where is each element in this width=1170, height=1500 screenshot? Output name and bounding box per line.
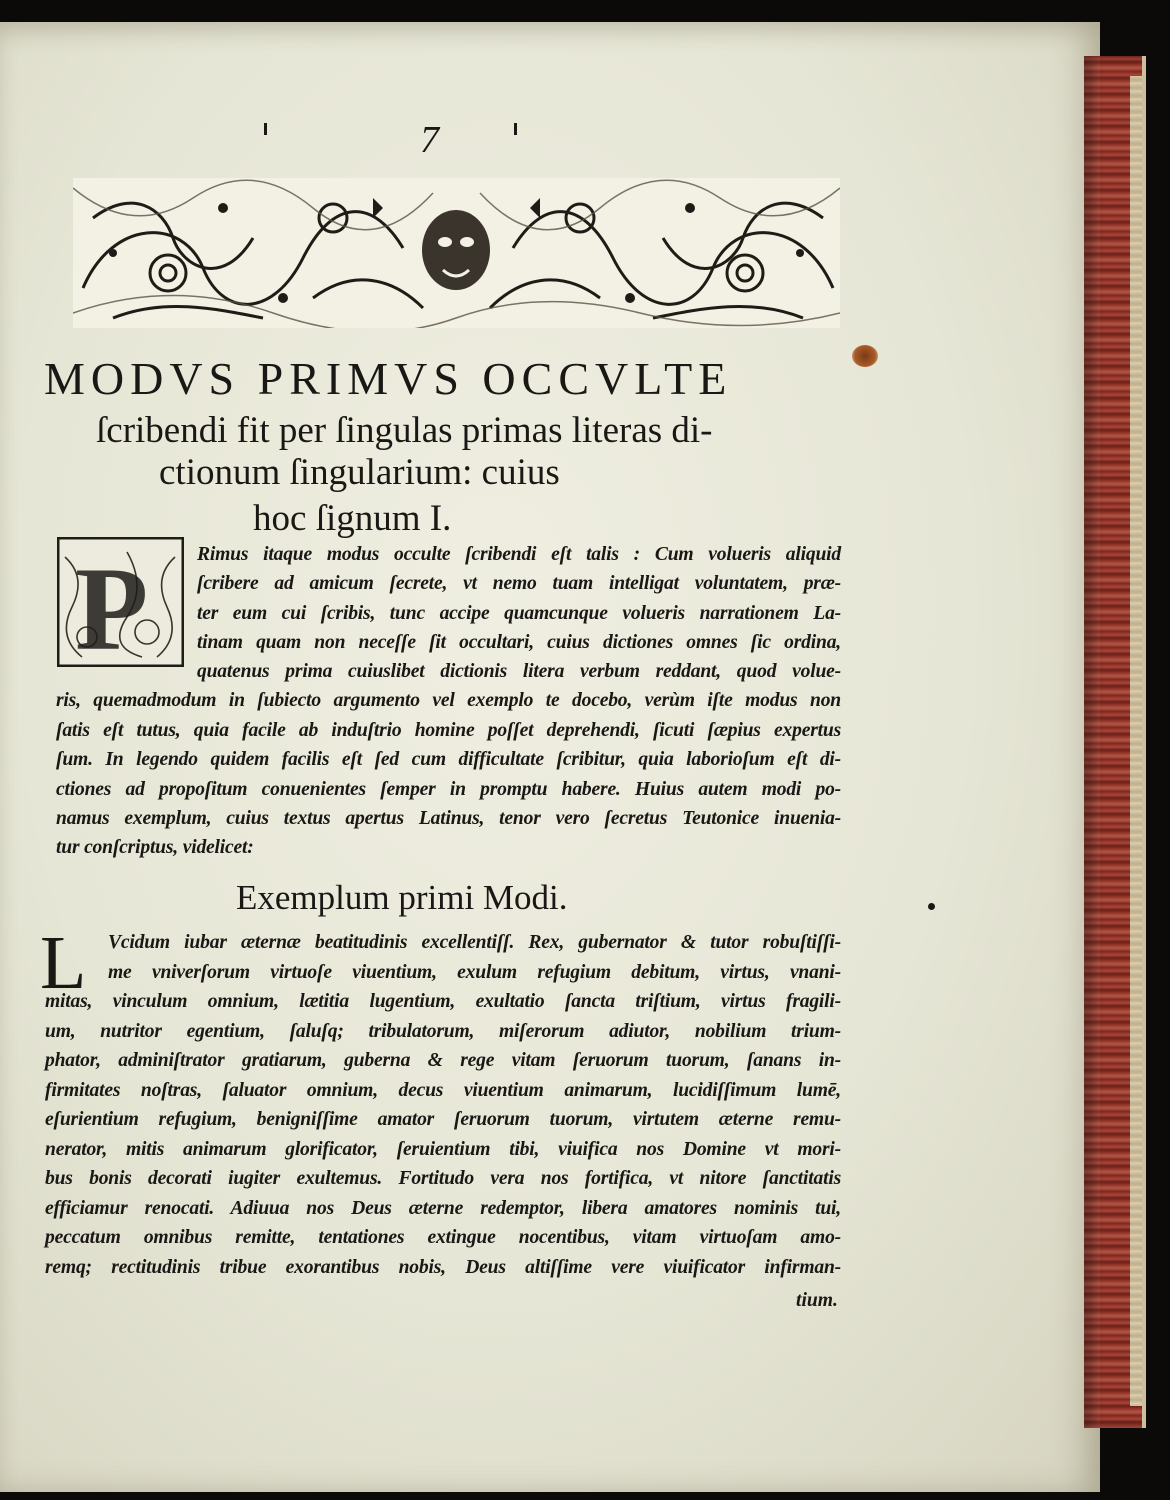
body-line: namus exemplum, cuius textus apertus Latinus, tenor vero ſecretus Teutonice inuenia- — [56, 808, 841, 829]
ink-speck — [928, 903, 935, 910]
page-number: 7 — [420, 119, 439, 161]
drop-cap-l: L — [40, 921, 87, 1005]
body-line: quatenus prima cuiuslibet dictionis litera verbum reddant, quod volue- — [197, 661, 841, 682]
body-line: ter eum cui ſcribis, tunc accipe quamcunque volueris narrationem La- — [197, 603, 841, 624]
example-line: bus bonis decorati iugiter exultemus. Fortitudo vera nos fortifica, vt nitore ſanctitatis — [45, 1168, 841, 1189]
example-line: mitas, vinculum omnium, lætitia lugentium, exultatio ſancta triſtium, virtus fragili- — [45, 991, 841, 1012]
example-line: nerator, mitis animarum glorificator, ſeruientium tibi, viuifica nos Domine vt mori- — [45, 1139, 841, 1160]
printer-mark — [264, 123, 267, 135]
example-line: efficiamur renocati. Adiuua nos Deus æterne redemptor, libera amatores nominis tui, — [45, 1198, 841, 1219]
example-line: peccatum omnibus remitte, tentationes extingue nocentibus, vitam virtuoſam amo- — [45, 1227, 841, 1248]
title-line: ſcribendi fit per ſingulas primas literas di- — [96, 410, 713, 451]
body-line: tinam quam non neceſſe ſit occultari, cuius dictiones omnes ſic ordina, — [197, 632, 841, 653]
initial-p-icon — [57, 537, 184, 667]
example-line: remq; rectitudinis tribue exorantibus nobis, Deus altiſſime vere viuificator infirman- — [45, 1257, 841, 1278]
body-line: ſum. In legendo quidem facilis eſt ſed cum difficultate ſcribitur, quia laborioſum eſt di- — [56, 749, 841, 770]
example-line: eſurientium refugium, benigniſſime amator ſeruorum tuorum, virtutem æterne remu- — [45, 1109, 841, 1130]
body-line: ctiones ad propoſitum conuenientes ſemper in promptu habere. Huius autem modi po- — [56, 779, 841, 800]
printer-mark — [514, 123, 517, 135]
initial-p-letter: P — [75, 542, 149, 667]
title-line: MODVS PRIMVS OCCVLTE — [44, 353, 733, 404]
body-line: ſatis eſt tutus, quia facile ab induſtrio homine poſſet deprehendi, ſicuti ſæpius expertus — [56, 720, 841, 741]
headpiece-icon — [73, 178, 840, 328]
decorated-initial-p — [57, 537, 184, 667]
body-line: Rimus itaque modus occulte ſcribendi eſt talis : Cum volueris aliquid — [197, 544, 841, 565]
example-line: phator, adminiſtrator gratiarum, guberna & rege vitam ſeruorum tuorum, ſanans in- — [45, 1050, 841, 1071]
body-line: tur conſcriptus, videlicet: — [56, 837, 254, 858]
example-line: um, nutritor egentium, ſaluſq; tribulatorum, miſerorum adiutor, nobilium trium- — [45, 1021, 841, 1042]
page-edge — [1084, 56, 1146, 1428]
example-line: me vniverſorum virtuoſe viuentium, exulum refugium debitum, virtus, vnani- — [108, 962, 841, 983]
woodcut-headpiece — [73, 178, 840, 328]
example-line: firmitates noſtras, ſaluator omnium, decus viuentium animarum, lucidiſſimum lumē, — [45, 1080, 841, 1101]
ink-stain — [852, 345, 878, 367]
example-line: tium. — [796, 1290, 838, 1311]
body-line: ſcribere ad amicum ſecrete, vt nemo tuam intelligat voluntatem, præ- — [197, 573, 841, 594]
body-line: ris, quemadmodum in ſubiecto argumento vel exemplo te docebo, verùm iſte modus non — [56, 690, 841, 711]
example-line: Vcidum iubar æternæ beatitudinis excellentiſſ. Rex, gubernator & tutor robuſtiſſi- — [108, 932, 841, 953]
example-heading: Exemplum primi Modi. — [236, 878, 568, 917]
title-line: ctionum ſingularium: cuius — [159, 452, 560, 493]
title-line: hoc ſignum I. — [253, 498, 452, 539]
